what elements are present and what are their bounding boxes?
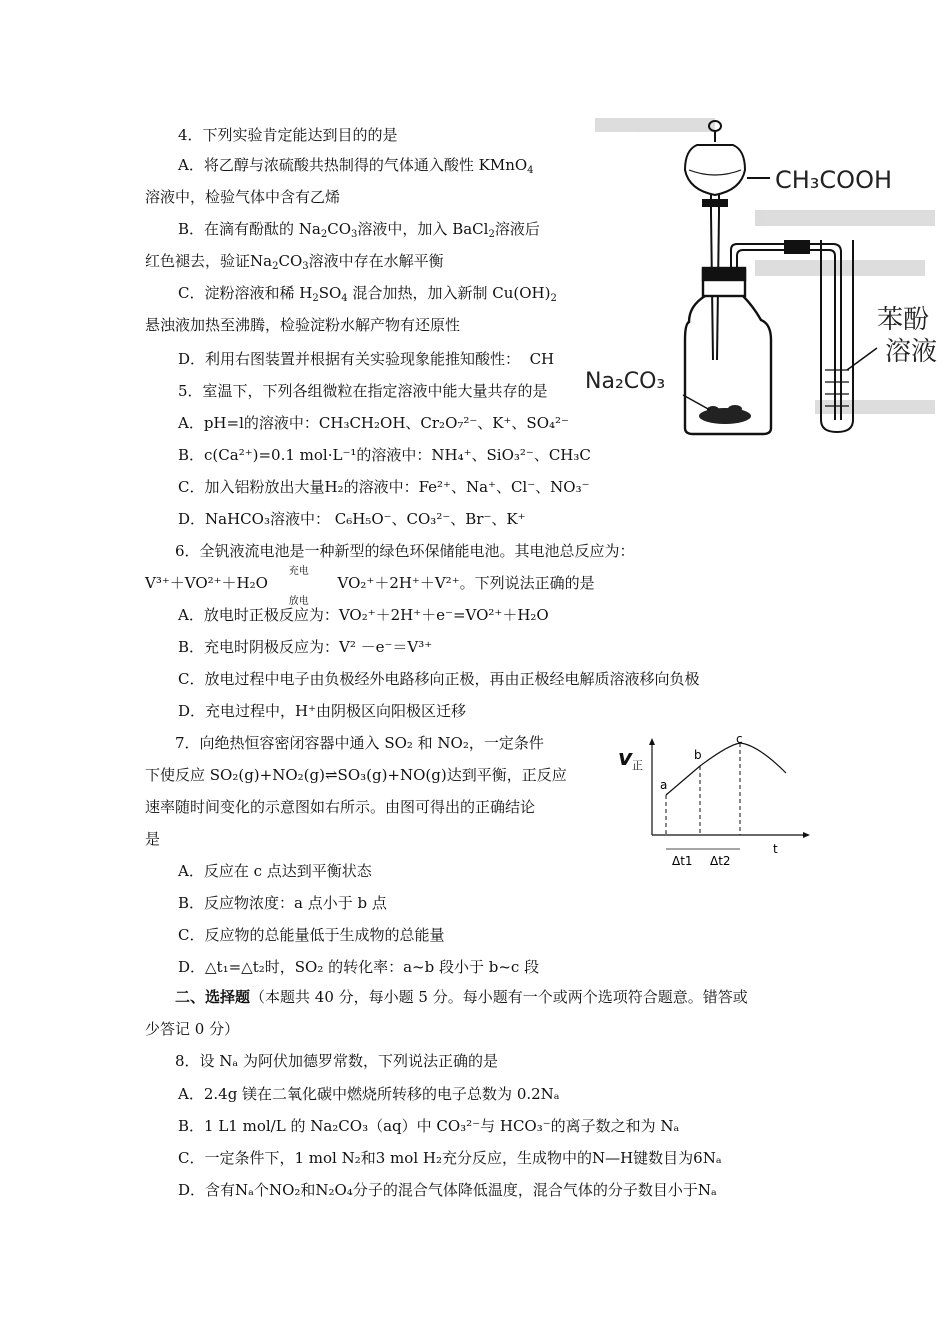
label-phenol-1: 苯酚 [877,305,930,335]
point-b-label: b [694,748,702,762]
y-arrow-icon [649,738,655,745]
q4-option-a-line2: 溶液中，检验气体中含有乙烯 [145,188,341,206]
x-axis-label: t [773,842,778,856]
y-axis-label: v [618,746,633,771]
q8-option-c: C．一定条件下，1 mol N₂和3 mol H₂充分反应，生成物中的N—H键数目为6Nₐ [178,1149,722,1167]
delta-t1-label: Δt1 [672,854,693,868]
q4-option-c-line1: C．淀粉溶液和稀 $H_2SO_4$ 混合加热，加入新制 $Cu(OH)_2$ [178,284,557,304]
q4-stem: 4．下列实验肯定能达到目的的是 [178,126,398,144]
q6-option-a: A．放电时正极反应为：VO₂⁺＋2H⁺＋e⁻=VO²⁺＋H₂O [178,606,549,624]
q6-option-c: C．放电过程中电子由负极经外电路移向正极，再由正极经电解质溶液移向负极 [178,670,700,688]
section2-heading: 二、选择题（本题共 40 分，每小题 5 分。每小题有一个或两个选项符合题意。错答或 [175,988,748,1006]
q7-option-b: B．反应物浓度：a 点小于 b 点 [178,894,387,912]
label-phenol-2: 溶液 [885,337,938,367]
q7-option-d: D．△t₁=△t₂时，SO₂ 的转化率：a~b 段小于 b~c 段 [178,958,540,976]
apparatus-figure [585,110,950,445]
q4-option-c-line2: 悬浊液加热至沸腾，检验淀粉水解产物有还原性 [145,316,461,334]
q5-option-d: D．NaHCO₃溶液中： C₆H₅O⁻、CO₃²⁻、Br⁻、K⁺ [178,510,526,528]
equilibrium-arrow-icon: 充电 放电 [288,566,309,607]
q5-option-a: A．pH=l的溶液中：CH₃CH₂OH、Cr₂O₇²⁻、K⁺、SO₄²⁻ [178,414,569,432]
delta-t2-label: Δt2 [710,854,731,868]
point-c-label: c [736,735,743,746]
point-a-label: a [660,778,668,792]
q7-option-c: C．反应物的总能量低于生成物的总能量 [178,926,445,944]
q8-option-b: B．1 L1 mol/L 的 Na₂CO₃（aq）中 CO₃²⁻与 HCO₃⁻的离子数之和为 Nₐ [178,1117,680,1135]
q4-option-b-line1: B．在滴有酚酞的 $Na_2CO_3$溶液中，加入 BaCl$_2$溶液后 [178,220,540,240]
q6-stem: 6．全钒液流电池是一种新型的绿色环保储能电池。其电池总反应为： [175,542,635,560]
label-acetic-acid: CH₃COOH [775,166,893,194]
y-axis-label-sub: 正 [632,759,643,772]
x-arrow-icon [803,832,810,838]
q7-line1: 7．向绝热恒容密闭容器中通入 SO₂ 和 NO₂，一定条件 [175,734,544,752]
label-na2co3: Na₂CO₃ [585,369,666,394]
q6-option-b: B．充电时阴极反应为：V² －e⁻＝V³⁺ [178,638,433,656]
q5-option-b: B．c(Ca²⁺)=0.1 mol·L⁻¹的溶液中：NH₄⁺、SiO₃²⁻、CH₃C [178,446,591,464]
q8-option-a: A．2.4g 镁在二氧化碳中燃烧所转移的电子总数为 0.2Nₐ [178,1085,560,1103]
q5-stem: 5．室温下，下列各组微粒在指定溶液中能大量共存的是 [178,382,548,400]
q7-line4: 是 [145,830,161,848]
q7-option-a: A．反应在 c 点达到平衡状态 [178,862,372,880]
rate-curve [666,743,786,795]
q4-option-d: D．利用右图装置并根据有关实验现象能推知酸性： CH [178,350,555,368]
q6-equation: V³⁺＋VO²⁺＋H₂O 充电 放电 VO₂⁺＋2H⁺＋V²⁺。下列说法正确的是 [145,566,595,607]
q8-stem: 8．设 Nₐ 为阿伏加德罗常数，下列说法正确的是 [175,1052,498,1070]
q6-option-d: D．充电过程中，H⁺由阴极区向阳极区迁移 [178,702,467,720]
q8-option-d: D．含有Nₐ个NO₂和N₂O₄分子的混合气体降低温度，混合气体的分子数目小于Nₐ [178,1181,717,1199]
q7-line3: 速率随时间变化的示意图如右所示。由图可得出的正确结论 [145,798,536,816]
rate-graph [618,735,818,873]
q7-line2: 下使反应 SO₂(g)+NO₂(g)⇌SO₃(g)+NO(g)达到平衡，正反应 [145,766,567,784]
q5-option-c: C．加入铝粉放出大量H₂的溶液中：Fe²⁺、Na⁺、Cl⁻、NO₃⁻ [178,478,590,496]
q4-option-b-line2: 红色褪去，验证$Na_2CO_3$溶液中存在水解平衡 [145,252,444,272]
q4-option-a-line1: A．将乙醇与浓硫酸共热制得的气体通入酸性 KMnO$_4$ [178,156,534,176]
section2-line2: 少答记 0 分） [145,1020,240,1038]
